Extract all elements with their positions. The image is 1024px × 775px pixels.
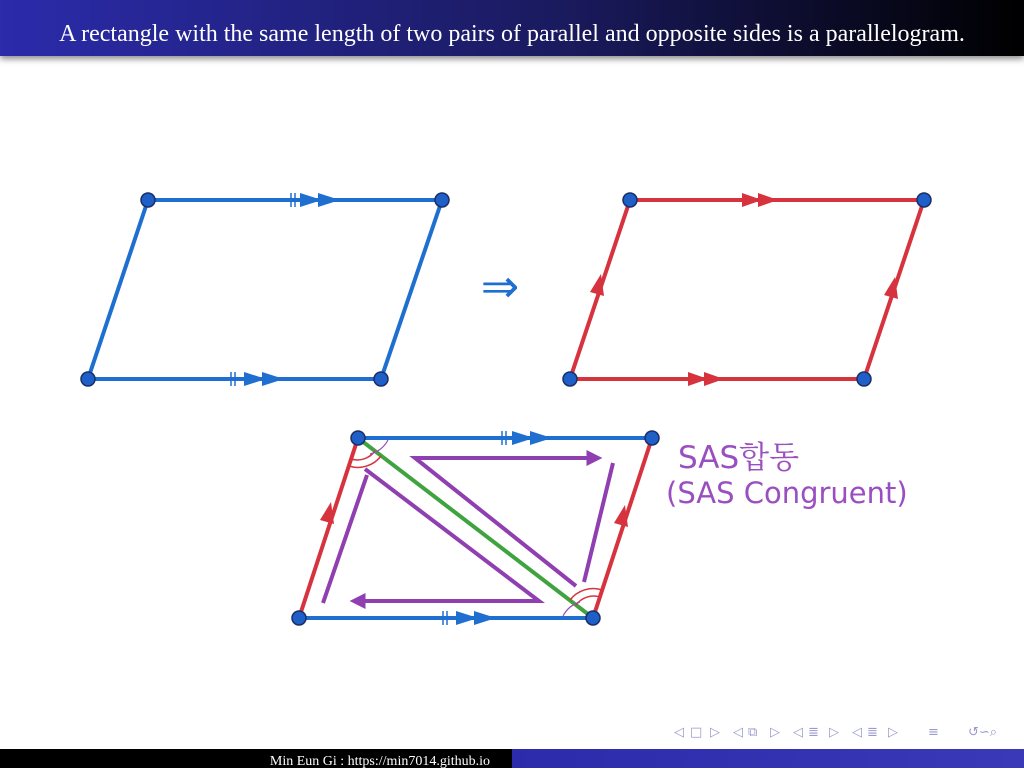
bottom-right-side-arrow (614, 505, 628, 527)
nav-subsection-icon[interactable]: ⧉ (748, 725, 758, 740)
implies-symbol: ⇒ (480, 259, 520, 313)
triangle-lower-left-path (323, 469, 539, 603)
right-left-side-arrow (590, 274, 604, 296)
vertex-point (645, 431, 659, 445)
nav-section-next[interactable]: ▷ (829, 725, 839, 740)
vertex-point (292, 611, 306, 625)
vertex-point (374, 372, 388, 386)
triangle-upper-right-path (415, 458, 613, 586)
bottom-bottom-parallel-arrows (456, 611, 496, 625)
left-bottom-parallel-arrows (244, 372, 284, 386)
nav-section-icon[interactable]: ≣ (808, 725, 819, 740)
left-parallelogram (81, 193, 449, 386)
vertex-point (435, 193, 449, 207)
right-bottom-double-arrows (688, 372, 724, 386)
vertex-point (351, 431, 365, 445)
right-parallelogram (563, 193, 931, 386)
bottom-fig-diagonal (358, 438, 593, 618)
vertex-point (917, 193, 931, 207)
footer-author-link[interactable]: Min Eun Gi : https://min7014.github.io (269, 754, 490, 769)
vertex-point (81, 372, 95, 386)
vertex-point (586, 611, 600, 625)
right-top-double-arrows (742, 193, 778, 207)
nav-search-icon[interactable]: ↺∽⌕ (968, 725, 998, 740)
bottom-left-side-arrow (320, 502, 334, 524)
left-top-parallel-arrows (300, 193, 340, 207)
vertex-point (141, 193, 155, 207)
nav-part-next[interactable]: ▷ (888, 725, 898, 740)
nav-subsection-prev[interactable]: ◁ (733, 725, 743, 740)
nav-frame-next[interactable]: ▷ (710, 725, 720, 740)
nav-section-prev[interactable]: ◁ (793, 725, 803, 740)
sas-label-korean: SAS합동 (678, 440, 800, 476)
vertex-point (623, 193, 637, 207)
bottom-fig-right-side (593, 438, 652, 618)
sas-label-english: (SAS Congruent) (666, 476, 908, 510)
nav-subsection-next[interactable]: ▷ (770, 725, 780, 740)
footer-right (512, 749, 1024, 768)
nav-frame-prev[interactable]: ◁ (674, 725, 684, 740)
bottom-top-parallel-arrows (512, 431, 552, 445)
vertex-point (857, 372, 871, 386)
nav-part-icon[interactable]: ≣ (867, 725, 878, 740)
vertex-point (563, 372, 577, 386)
left-parallelogram-outline (88, 200, 442, 379)
nav-frame-icon[interactable]: □ (690, 725, 703, 740)
slide-title: A rectangle with the same length of two pairs of parallel and opposite sides is a parallelogram. (59, 21, 965, 47)
nav-align-icon[interactable]: ≡ (928, 725, 939, 740)
nav-part-prev[interactable]: ◁ (852, 725, 862, 740)
bottom-parallelogram (292, 431, 659, 625)
right-parallelogram-outline (570, 200, 924, 379)
footer-left (0, 749, 512, 768)
